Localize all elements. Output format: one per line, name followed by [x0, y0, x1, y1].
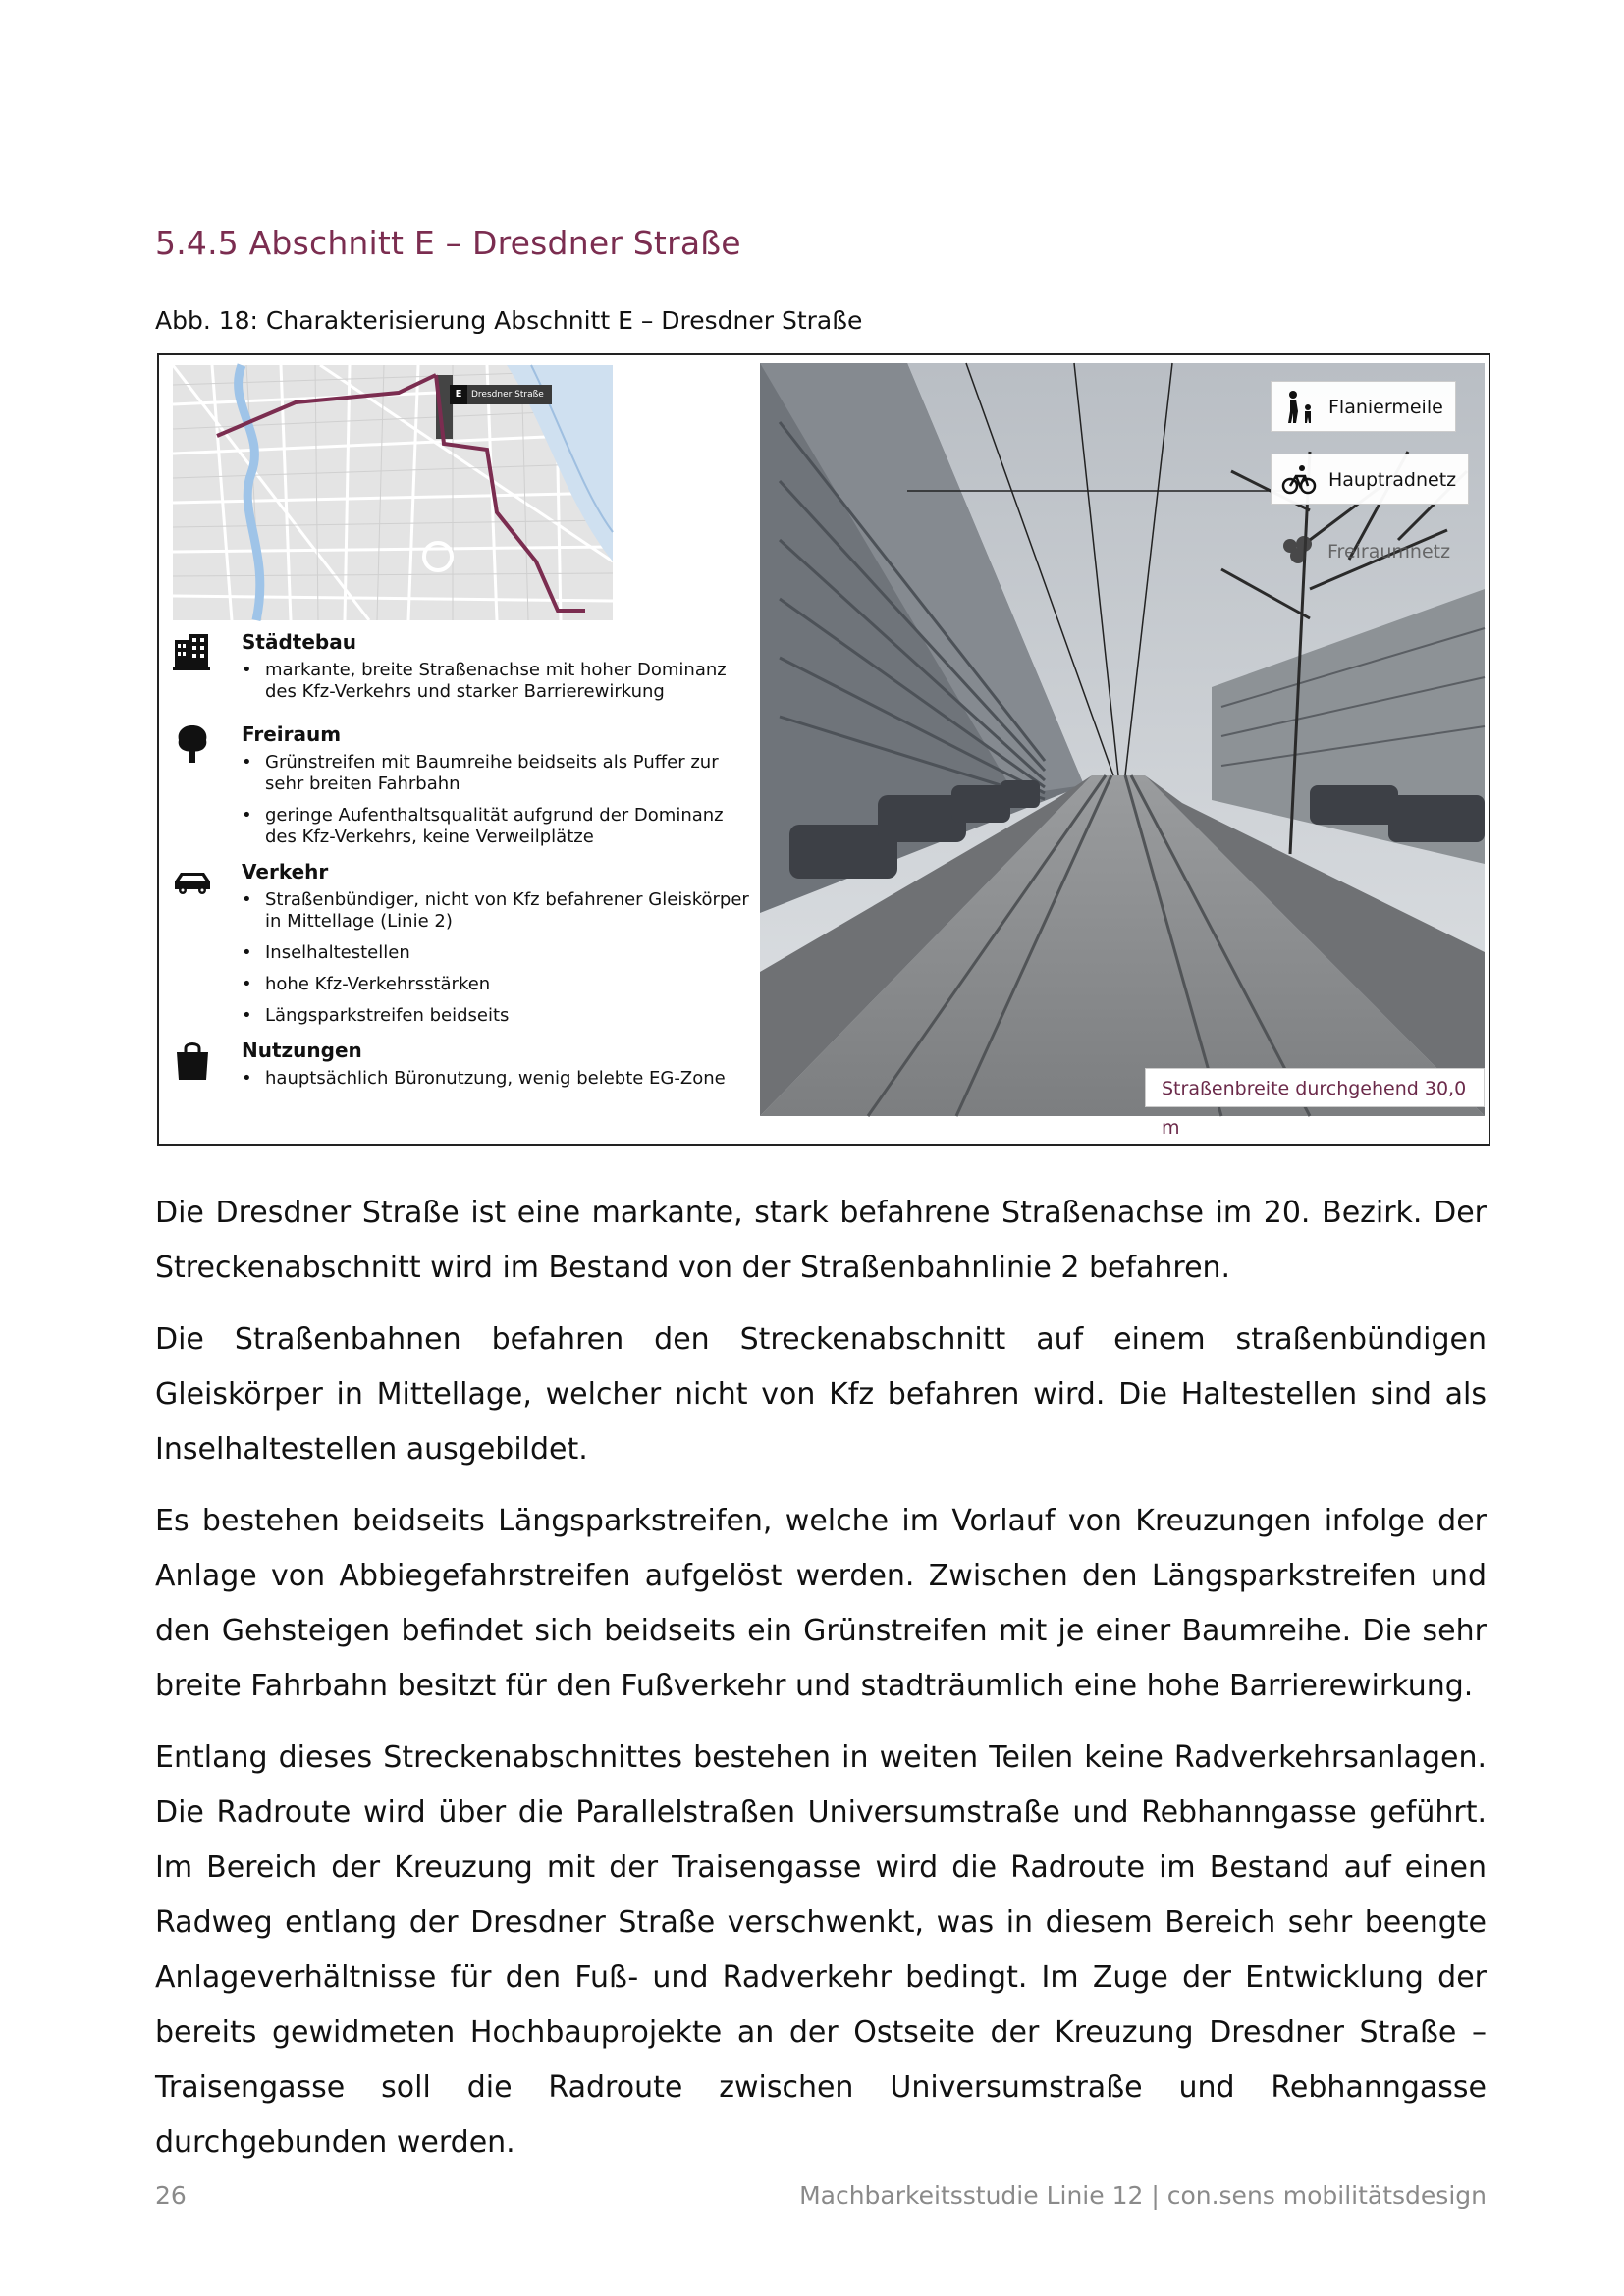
- page-number: 26: [155, 2181, 187, 2210]
- label-hauptradnetz-text: Hauptradnetz: [1328, 469, 1457, 491]
- section-heading: 5.4.5 Abschnitt E – Dresdner Straße: [155, 224, 741, 262]
- label-flaniermeile: [1271, 381, 1456, 432]
- paragraph: Die Dresdner Straße ist eine markante, stark befahrene Straßenachse im 20. Bezirk. Der Streckenabschnitt wird im Bestand von der Straßenbahnlinie 2 befahren.: [155, 1196, 1487, 1285]
- bullet-item: • geringe Aufenthaltsqualität aufgrund der Dominanz des Kfz-Verkehrs, keine Verweilplätze: [242, 805, 750, 848]
- bullet-item: • markante, breite Straßenachse mit hoher Dominanz des Kfz-Verkehrs und starker Barrierewirkung: [242, 660, 750, 703]
- bullet-item: • Straßenbündiger, nicht von Kfz befahrener Gleiskörper in Mittellage (Linie 2): [242, 889, 750, 933]
- pedestrian-icon: [1281, 390, 1317, 425]
- label-flaniermeile-text: Flaniermeile: [1328, 397, 1443, 418]
- category-staedtebau: [171, 628, 750, 703]
- category-bullets: [242, 752, 750, 848]
- label-hauptradnetz: [1271, 454, 1469, 505]
- category-title: Nutzungen: [242, 1039, 362, 1062]
- paragraph: Die Straßenbahnen befahren den Streckenabschnitt auf einem straßenbündigen Gleiskörper in Mittellage, welcher nicht von Kfz befahren wird. Die Haltestellen sind als Inselhaltestellen ausgebildet.: [155, 1322, 1487, 1467]
- street-photo: [760, 363, 1485, 1139]
- paragraph: Entlang dieses Streckenabschnittes bestehen in weiten Teilen keine Radverkehrsanlagen. Die Radroute wird über die Parallelstraßen Universumstraße und Rebhanngasse geführt. Im Bereich der Kreuzung mit der Traisengasse wird die Radroute im Bestand auf einen Radweg entlang der Dresdner Straße verschwenkt, was in diesem Bereich sehr beengte Anlageverhältnisse für den Fuß- und Radverkehr bedingt. Im Zuge der Entwicklung der bereits gewidmeten Hochbauprojekte an der Ostseite der Kreuzung Dresdner Straße – Traisengasse soll die Radroute zwischen Universumstraße und Rebhanngasse durchgebunden werden.: [155, 1740, 1487, 2160]
- bicycle-icon: [1281, 462, 1317, 498]
- map-section-tag: [450, 385, 552, 404]
- category-title: Städtebau: [242, 630, 356, 654]
- bullet-item: • Längsparkstreifen beidseits: [242, 1005, 750, 1027]
- paragraph: Es bestehen beidseits Längsparkstreifen, welche im Vorlauf von Kreuzungen infolge der Anlage von Abbiegefahrstreifen aufgelöst werden. Zwischen den Längsparkstreifen und den Gehsteigen befindet sich beidseits ein Grünstreifen mit je einer Baumreihe. Die sehr breite Fahrbahn besitzt für den Fußverkehr und stadträumlich eine hohe Barrierewirkung.: [155, 1504, 1487, 1703]
- tree-cluster-icon: [1280, 534, 1316, 569]
- figure-caption: Abb. 18: Charakterisierung Abschnitt E – Dresdner Straße: [155, 306, 863, 335]
- shopping-bag-icon: [171, 1039, 214, 1082]
- bullet-item: • hohe Kfz-Verkehrsstärken: [242, 974, 750, 995]
- street-width-badge: Straßenbreite durchgehend 30,0 m: [1145, 1068, 1485, 1107]
- bullet-item: • Inselhaltestellen: [242, 942, 750, 964]
- label-freiraumnetz-text: Freiraumnetz: [1327, 541, 1451, 562]
- category-verkehr: [171, 858, 750, 1027]
- figure-characterization: [157, 353, 1490, 1146]
- route-map: [173, 365, 613, 620]
- bullet-item: • hauptsächlich Büronutzung, wenig belebte EG-Zone: [242, 1068, 750, 1090]
- map-tag-text: Dresdner Straße: [471, 390, 544, 400]
- category-nutzungen: [171, 1037, 750, 1090]
- tree-icon: [171, 722, 214, 766]
- category-bullets: [242, 889, 750, 1027]
- map-tag-letter: E: [450, 385, 467, 404]
- category-freiraum: [171, 721, 750, 848]
- category-bullets: [242, 1068, 750, 1090]
- footer-title: Machbarkeitsstudie Linie 12 | con.sens mobilitätsdesign: [799, 2181, 1487, 2210]
- building-icon: [171, 630, 214, 673]
- bullet-item: • Grünstreifen mit Baumreihe beidseits als Puffer zur sehr breiten Fahrbahn: [242, 752, 750, 795]
- car-icon: [171, 860, 214, 903]
- category-title: Verkehr: [242, 860, 329, 883]
- category-title: Freiraum: [242, 722, 342, 746]
- body-text: [155, 1186, 1487, 2187]
- label-freiraumnetz: [1271, 526, 1462, 577]
- characterization-list: [171, 628, 750, 1099]
- category-bullets: [242, 660, 750, 703]
